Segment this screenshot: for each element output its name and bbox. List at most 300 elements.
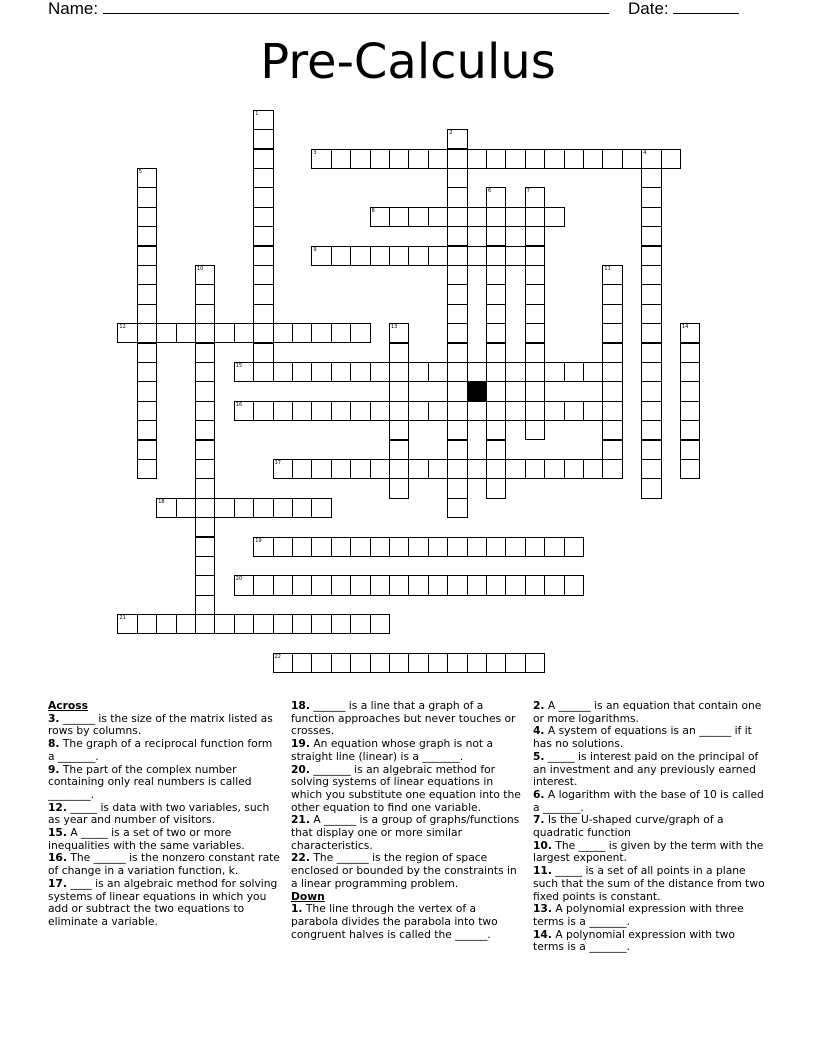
grid-cell[interactable] <box>292 537 312 557</box>
grid-cell[interactable] <box>680 343 700 363</box>
grid-cell[interactable] <box>408 362 428 382</box>
grid-cell[interactable] <box>331 149 351 169</box>
grid-cell[interactable] <box>389 440 409 460</box>
grid-cell[interactable] <box>273 575 293 595</box>
grid-cell[interactable] <box>467 575 487 595</box>
grid-cell[interactable] <box>583 459 603 479</box>
grid-cell[interactable] <box>331 614 351 634</box>
grid-cell[interactable] <box>467 653 487 673</box>
grid-cell[interactable] <box>641 207 661 227</box>
grid-cell[interactable] <box>544 537 564 557</box>
grid-cell[interactable] <box>370 653 390 673</box>
grid-cell[interactable] <box>389 537 409 557</box>
grid-cell[interactable] <box>234 362 254 382</box>
grid-cell[interactable] <box>195 459 215 479</box>
grid-cell[interactable] <box>273 653 293 673</box>
grid-cell[interactable] <box>156 498 176 518</box>
grid-cell[interactable] <box>408 537 428 557</box>
grid-cell[interactable] <box>137 246 157 266</box>
grid-cell[interactable] <box>447 478 467 498</box>
grid-cell[interactable] <box>447 246 467 266</box>
grid-cell[interactable] <box>544 575 564 595</box>
grid-cell[interactable] <box>525 420 545 440</box>
grid-cell[interactable] <box>389 362 409 382</box>
grid-cell[interactable] <box>602 381 622 401</box>
grid-cell[interactable] <box>292 498 312 518</box>
grid-cell[interactable] <box>117 323 137 343</box>
grid-cell[interactable] <box>467 207 487 227</box>
grid-cell[interactable] <box>544 207 564 227</box>
grid-cell[interactable] <box>292 653 312 673</box>
grid-cell[interactable] <box>486 537 506 557</box>
grid-cell[interactable] <box>408 575 428 595</box>
grid-cell[interactable] <box>467 537 487 557</box>
grid-cell[interactable] <box>195 265 215 285</box>
grid-cell[interactable] <box>311 246 331 266</box>
grid-cell[interactable] <box>389 653 409 673</box>
grid-cell[interactable] <box>583 149 603 169</box>
grid-cell[interactable] <box>447 226 467 246</box>
grid-cell[interactable] <box>486 478 506 498</box>
grid-cell[interactable] <box>137 440 157 460</box>
grid-cell[interactable] <box>253 110 273 130</box>
grid-cell[interactable] <box>583 362 603 382</box>
grid-cell[interactable] <box>370 207 390 227</box>
grid-cell[interactable] <box>389 149 409 169</box>
grid-cell[interactable] <box>505 362 525 382</box>
grid-cell[interactable] <box>176 498 196 518</box>
grid-cell[interactable] <box>292 459 312 479</box>
grid-cell[interactable] <box>467 401 487 421</box>
grid-cell[interactable] <box>214 498 234 518</box>
grid-cell[interactable] <box>331 246 351 266</box>
grid-cell[interactable] <box>428 575 448 595</box>
grid-cell[interactable] <box>350 401 370 421</box>
grid-cell[interactable] <box>137 614 157 634</box>
grid-cell[interactable] <box>525 575 545 595</box>
grid-cell[interactable] <box>253 343 273 363</box>
grid-cell[interactable] <box>350 362 370 382</box>
grid-cell[interactable] <box>486 226 506 246</box>
grid-cell[interactable] <box>292 614 312 634</box>
grid-cell[interactable] <box>447 381 467 401</box>
grid-cell[interactable] <box>486 420 506 440</box>
grid-cell[interactable] <box>447 343 467 363</box>
grid-cell[interactable] <box>505 246 525 266</box>
grid-cell[interactable] <box>661 149 681 169</box>
grid-cell[interactable] <box>370 614 390 634</box>
grid-cell[interactable] <box>311 537 331 557</box>
grid-cell[interactable] <box>680 323 700 343</box>
grid-cell[interactable] <box>602 401 622 421</box>
grid-cell[interactable] <box>486 265 506 285</box>
grid-cell[interactable] <box>137 459 157 479</box>
grid-cell[interactable] <box>447 401 467 421</box>
grid-cell[interactable] <box>408 459 428 479</box>
grid-cell[interactable] <box>137 187 157 207</box>
grid-cell[interactable] <box>234 498 254 518</box>
grid-cell[interactable] <box>234 401 254 421</box>
grid-cell[interactable] <box>505 575 525 595</box>
grid-cell[interactable] <box>447 575 467 595</box>
grid-cell[interactable] <box>350 246 370 266</box>
grid-cell[interactable] <box>253 149 273 169</box>
grid-cell[interactable] <box>544 362 564 382</box>
grid-cell[interactable] <box>486 207 506 227</box>
grid-cell[interactable] <box>253 614 273 634</box>
grid-cell[interactable] <box>331 537 351 557</box>
grid-cell[interactable] <box>505 207 525 227</box>
grid-cell[interactable] <box>680 401 700 421</box>
grid-cell[interactable] <box>292 575 312 595</box>
grid-cell[interactable] <box>253 284 273 304</box>
grid-cell[interactable] <box>602 459 622 479</box>
grid-cell[interactable] <box>680 440 700 460</box>
grid-cell[interactable] <box>195 323 215 343</box>
grid-cell[interactable] <box>641 343 661 363</box>
grid-cell[interactable] <box>680 362 700 382</box>
grid-cell[interactable] <box>253 246 273 266</box>
grid-cell[interactable] <box>137 420 157 440</box>
grid-cell[interactable] <box>525 459 545 479</box>
grid-cell[interactable] <box>331 653 351 673</box>
grid-cell[interactable] <box>622 149 642 169</box>
grid-cell[interactable] <box>331 323 351 343</box>
grid-cell[interactable] <box>641 265 661 285</box>
grid-cell[interactable] <box>428 362 448 382</box>
grid-cell[interactable] <box>544 149 564 169</box>
grid-cell[interactable] <box>195 304 215 324</box>
grid-cell[interactable] <box>428 207 448 227</box>
grid-cell[interactable] <box>544 459 564 479</box>
grid-cell[interactable] <box>544 401 564 421</box>
grid-cell[interactable] <box>602 440 622 460</box>
grid-cell[interactable] <box>137 362 157 382</box>
grid-cell[interactable] <box>486 653 506 673</box>
grid-cell[interactable] <box>195 478 215 498</box>
grid-cell[interactable] <box>253 323 273 343</box>
grid-cell[interactable] <box>137 168 157 188</box>
grid-cell[interactable] <box>525 323 545 343</box>
grid-cell[interactable] <box>117 614 137 634</box>
grid-cell[interactable] <box>311 498 331 518</box>
grid-cell[interactable] <box>350 459 370 479</box>
grid-cell[interactable] <box>137 381 157 401</box>
grid-cell[interactable] <box>176 614 196 634</box>
grid-cell[interactable] <box>680 459 700 479</box>
grid-cell[interactable] <box>525 381 545 401</box>
grid-cell[interactable] <box>195 556 215 576</box>
grid-cell[interactable] <box>195 517 215 537</box>
grid-cell[interactable] <box>311 614 331 634</box>
grid-cell[interactable] <box>447 459 467 479</box>
grid-cell[interactable] <box>137 265 157 285</box>
grid-cell[interactable] <box>195 537 215 557</box>
grid-cell[interactable] <box>350 575 370 595</box>
grid-cell[interactable] <box>253 575 273 595</box>
grid-cell[interactable] <box>331 401 351 421</box>
grid-cell[interactable] <box>467 362 487 382</box>
grid-cell[interactable] <box>370 246 390 266</box>
grid-cell[interactable] <box>602 304 622 324</box>
grid-cell[interactable] <box>447 187 467 207</box>
grid-cell[interactable] <box>641 246 661 266</box>
grid-cell[interactable] <box>195 575 215 595</box>
grid-cell[interactable] <box>389 401 409 421</box>
grid-cell[interactable] <box>447 168 467 188</box>
grid-cell[interactable] <box>641 401 661 421</box>
grid-cell[interactable] <box>195 284 215 304</box>
grid-cell[interactable] <box>273 362 293 382</box>
grid-cell[interactable] <box>137 226 157 246</box>
grid-cell[interactable] <box>253 498 273 518</box>
grid-cell[interactable] <box>273 323 293 343</box>
grid-cell[interactable] <box>253 401 273 421</box>
grid-cell[interactable] <box>641 187 661 207</box>
grid-cell[interactable] <box>234 323 254 343</box>
grid-cell[interactable] <box>331 575 351 595</box>
grid-cell[interactable] <box>564 459 584 479</box>
grid-cell[interactable] <box>137 207 157 227</box>
grid-cell[interactable] <box>408 653 428 673</box>
grid-cell[interactable] <box>253 226 273 246</box>
grid-cell[interactable] <box>350 149 370 169</box>
grid-cell[interactable] <box>428 459 448 479</box>
grid-cell[interactable] <box>447 653 467 673</box>
grid-cell[interactable] <box>389 459 409 479</box>
grid-cell[interactable] <box>253 207 273 227</box>
grid-cell[interactable] <box>447 537 467 557</box>
grid-cell[interactable] <box>447 323 467 343</box>
grid-cell[interactable] <box>389 343 409 363</box>
grid-cell[interactable] <box>602 343 622 363</box>
grid-cell[interactable] <box>447 149 467 169</box>
grid-cell[interactable] <box>253 304 273 324</box>
grid-cell[interactable] <box>680 420 700 440</box>
grid-cell[interactable] <box>564 401 584 421</box>
grid-cell[interactable] <box>195 614 215 634</box>
grid-cell[interactable] <box>292 362 312 382</box>
grid-cell[interactable] <box>195 595 215 615</box>
grid-cell[interactable] <box>447 207 467 227</box>
grid-cell[interactable] <box>311 401 331 421</box>
grid-cell[interactable] <box>564 537 584 557</box>
grid-cell[interactable] <box>564 362 584 382</box>
grid-cell[interactable] <box>602 323 622 343</box>
grid-cell[interactable] <box>641 440 661 460</box>
grid-cell[interactable] <box>486 187 506 207</box>
grid-cell[interactable] <box>641 459 661 479</box>
grid-cell[interactable] <box>253 265 273 285</box>
grid-cell[interactable] <box>525 304 545 324</box>
grid-cell[interactable] <box>486 440 506 460</box>
grid-cell[interactable] <box>195 381 215 401</box>
grid-cell[interactable] <box>389 575 409 595</box>
grid-cell[interactable] <box>505 653 525 673</box>
grid-cell[interactable] <box>641 304 661 324</box>
grid-cell[interactable] <box>525 187 545 207</box>
grid-cell[interactable] <box>370 459 390 479</box>
grid-cell[interactable] <box>602 284 622 304</box>
grid-cell[interactable] <box>641 381 661 401</box>
grid-cell[interactable] <box>389 323 409 343</box>
grid-cell[interactable] <box>525 265 545 285</box>
grid-cell[interactable] <box>253 187 273 207</box>
grid-cell[interactable] <box>389 207 409 227</box>
grid-cell[interactable] <box>428 246 448 266</box>
grid-cell[interactable] <box>195 440 215 460</box>
grid-cell[interactable] <box>389 420 409 440</box>
grid-cell[interactable] <box>680 381 700 401</box>
grid-cell[interactable] <box>311 459 331 479</box>
grid-cell[interactable] <box>389 246 409 266</box>
grid-cell[interactable] <box>195 401 215 421</box>
grid-cell[interactable] <box>447 304 467 324</box>
grid-cell[interactable] <box>525 284 545 304</box>
grid-cell[interactable] <box>486 323 506 343</box>
grid-cell[interactable] <box>408 401 428 421</box>
grid-cell[interactable] <box>214 323 234 343</box>
grid-cell[interactable] <box>137 304 157 324</box>
grid-cell[interactable] <box>253 537 273 557</box>
grid-cell[interactable] <box>447 265 467 285</box>
grid-cell[interactable] <box>311 323 331 343</box>
grid-cell[interactable] <box>486 459 506 479</box>
grid-cell[interactable] <box>641 323 661 343</box>
grid-cell[interactable] <box>253 129 273 149</box>
grid-cell[interactable] <box>428 401 448 421</box>
grid-cell[interactable] <box>370 401 390 421</box>
grid-cell[interactable] <box>311 575 331 595</box>
grid-cell[interactable] <box>195 362 215 382</box>
grid-cell[interactable] <box>331 362 351 382</box>
grid-cell[interactable] <box>273 614 293 634</box>
grid-cell[interactable] <box>428 537 448 557</box>
grid-cell[interactable] <box>602 265 622 285</box>
grid-cell[interactable] <box>447 420 467 440</box>
grid-cell[interactable] <box>486 149 506 169</box>
grid-cell[interactable] <box>602 420 622 440</box>
grid-cell[interactable] <box>273 401 293 421</box>
grid-cell[interactable] <box>486 343 506 363</box>
grid-cell[interactable] <box>214 614 234 634</box>
grid-cell[interactable] <box>525 246 545 266</box>
grid-cell[interactable] <box>641 362 661 382</box>
grid-cell[interactable] <box>467 149 487 169</box>
grid-cell[interactable] <box>447 129 467 149</box>
grid-cell[interactable] <box>331 459 351 479</box>
grid-cell[interactable] <box>137 401 157 421</box>
grid-cell[interactable] <box>137 343 157 363</box>
grid-cell[interactable] <box>137 284 157 304</box>
grid-cell[interactable] <box>156 614 176 634</box>
grid-cell[interactable] <box>467 246 487 266</box>
grid-cell[interactable] <box>408 207 428 227</box>
grid-cell[interactable] <box>273 498 293 518</box>
grid-cell[interactable] <box>525 537 545 557</box>
grid-cell[interactable] <box>350 614 370 634</box>
grid-cell[interactable] <box>583 401 603 421</box>
grid-cell[interactable] <box>389 478 409 498</box>
grid-cell[interactable] <box>408 246 428 266</box>
grid-cell[interactable] <box>641 478 661 498</box>
grid-cell[interactable] <box>486 304 506 324</box>
grid-cell[interactable] <box>525 653 545 673</box>
grid-cell[interactable] <box>370 537 390 557</box>
grid-cell[interactable] <box>389 381 409 401</box>
grid-cell[interactable] <box>447 440 467 460</box>
grid-cell[interactable] <box>350 653 370 673</box>
grid-cell[interactable] <box>253 362 273 382</box>
grid-cell[interactable] <box>311 149 331 169</box>
grid-cell[interactable] <box>195 343 215 363</box>
grid-cell[interactable] <box>525 149 545 169</box>
grid-cell[interactable] <box>195 498 215 518</box>
grid-cell[interactable] <box>467 459 487 479</box>
grid-cell[interactable] <box>641 226 661 246</box>
grid-cell[interactable] <box>525 401 545 421</box>
grid-cell[interactable] <box>370 575 390 595</box>
grid-cell[interactable] <box>273 459 293 479</box>
grid-cell[interactable] <box>486 381 506 401</box>
grid-cell[interactable] <box>564 575 584 595</box>
grid-cell[interactable] <box>292 323 312 343</box>
grid-cell[interactable] <box>486 575 506 595</box>
grid-cell[interactable] <box>447 284 467 304</box>
grid-cell[interactable] <box>486 246 506 266</box>
grid-cell[interactable] <box>234 575 254 595</box>
grid-cell[interactable] <box>428 149 448 169</box>
grid-cell[interactable] <box>525 207 545 227</box>
grid-cell[interactable] <box>350 323 370 343</box>
grid-cell[interactable] <box>505 459 525 479</box>
grid-cell[interactable] <box>505 401 525 421</box>
grid-cell[interactable] <box>505 537 525 557</box>
grid-cell[interactable] <box>641 168 661 188</box>
grid-cell[interactable] <box>350 537 370 557</box>
grid-cell[interactable] <box>525 226 545 246</box>
grid-cell[interactable] <box>234 614 254 634</box>
grid-cell[interactable] <box>292 401 312 421</box>
grid-cell[interactable] <box>428 653 448 673</box>
grid-cell[interactable] <box>602 149 622 169</box>
grid-cell[interactable] <box>273 537 293 557</box>
grid-cell[interactable] <box>641 149 661 169</box>
grid-cell[interactable] <box>370 149 390 169</box>
grid-cell[interactable] <box>525 343 545 363</box>
grid-cell[interactable] <box>447 498 467 518</box>
grid-cell[interactable] <box>311 653 331 673</box>
grid-cell[interactable] <box>195 420 215 440</box>
grid-cell[interactable] <box>525 362 545 382</box>
grid-cell[interactable] <box>486 362 506 382</box>
grid-cell[interactable] <box>602 362 622 382</box>
grid-cell[interactable] <box>486 401 506 421</box>
grid-cell[interactable] <box>408 149 428 169</box>
grid-cell[interactable] <box>370 362 390 382</box>
grid-cell[interactable] <box>447 362 467 382</box>
grid-cell[interactable] <box>505 149 525 169</box>
grid-cell[interactable] <box>311 362 331 382</box>
grid-cell[interactable] <box>176 323 196 343</box>
grid-cell[interactable] <box>564 149 584 169</box>
grid-cell[interactable] <box>641 420 661 440</box>
grid-cell[interactable] <box>137 323 157 343</box>
grid-cell[interactable] <box>641 284 661 304</box>
grid-cell[interactable] <box>486 284 506 304</box>
grid-cell[interactable] <box>156 323 176 343</box>
grid-cell[interactable] <box>253 168 273 188</box>
